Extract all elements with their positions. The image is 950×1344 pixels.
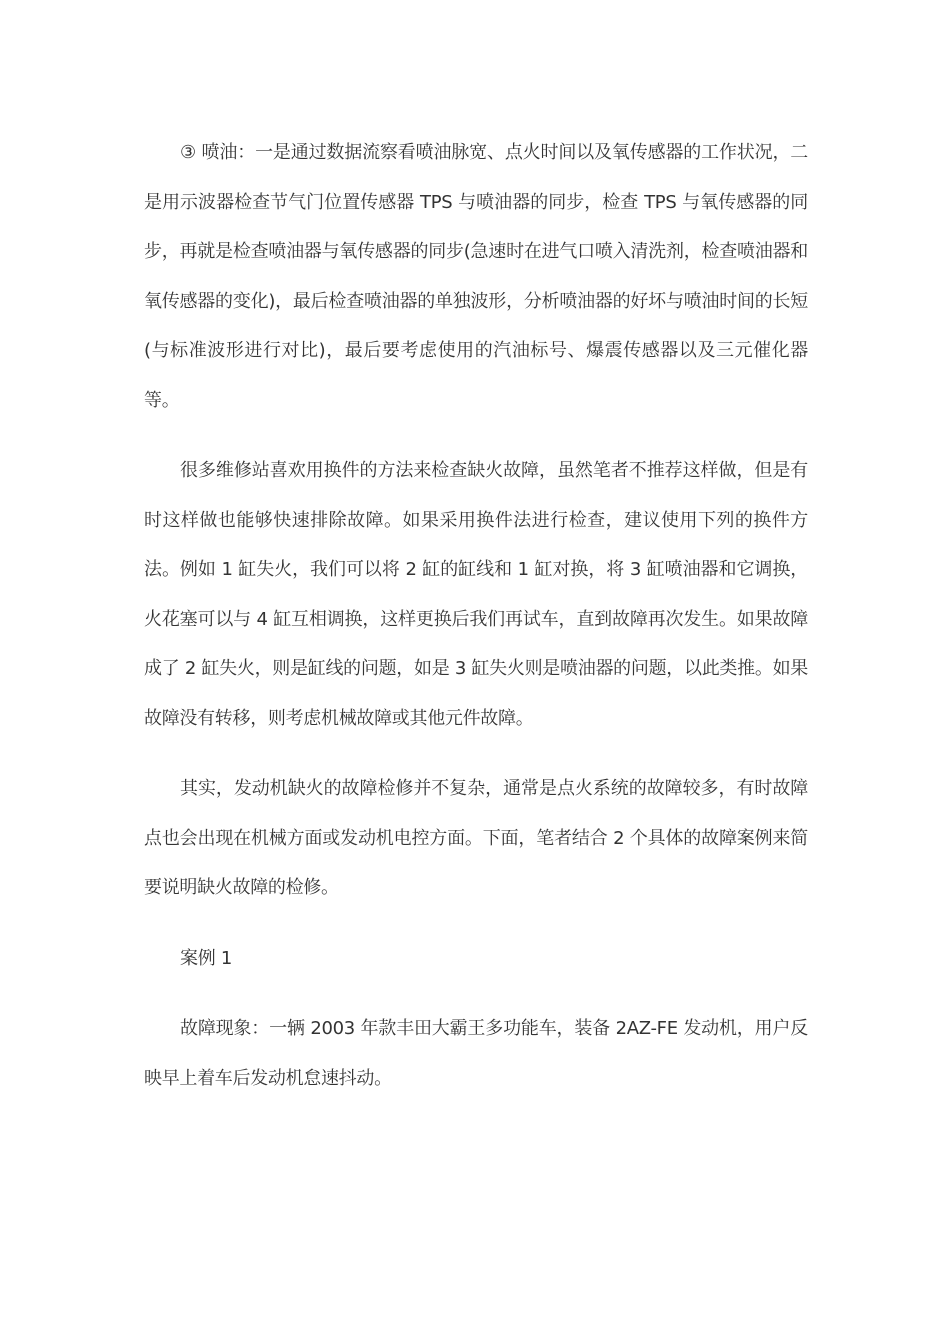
paragraph-part-swap-method: 很多维修站喜欢用换件的方法来检查缺火故障，虽然笔者不推荐这样做，但是有时这样做也能够快速排除故障。如果采用换件法进行检查，建议使用下列的换件方法。例如 1 缸失火，我们可以将 2 缸的缸线和 1 缸对换，将 3 缸喷油器和它调换，火花塞可以与 4 缸互相调换，这样更换后我们再试车，直到故障再次发生。如果故障成了 2 缸失火，则是缸线的问题，如是 3 缸失火则是喷油器的问题，以此类推。如果故障没有转移，则考虑机械故障或其他元件故障。 [144,460,808,729]
paragraph-fault-symptom: 故障现象：一辆 2003 年款丰田大霸王多功能车，装备 2AZ-FE 发动机，用户反映早上着车后发动机怠速抖动。 [144,1018,808,1089]
case-heading: 案例 1 [180,947,232,969]
document-body [144,128,808,1124]
paragraph-misfire-summary: 其实，发动机缺火的故障检修并不复杂，通常是点火系统的故障较多，有时故障点也会出现在机械方面或发动机电控方面。下面，笔者结合 2 个具体的故障案例来简要说明缺火故障的检修。 [144,778,808,898]
paragraph-injection-check: ③ 喷油：一是通过数据流察看喷油脉宽、点火时间以及氧传感器的工作状况，二是用示波器检查节气门位置传感器 TPS 与喷油器的同步，检查 TPS 与氧传感器的同步，再就是检查喷油器与氧传感器的同步(急速时在进气口喷入清洗剂，检查喷油器和氧传感器的变化)，最后检查喷油器的单独波形，分析喷油器的好坏与喷油时间的长短(与标准波形进行对比)，最后要考虑使用的汽油标号、爆震传感器以及三元催化器等。 [144,142,808,411]
